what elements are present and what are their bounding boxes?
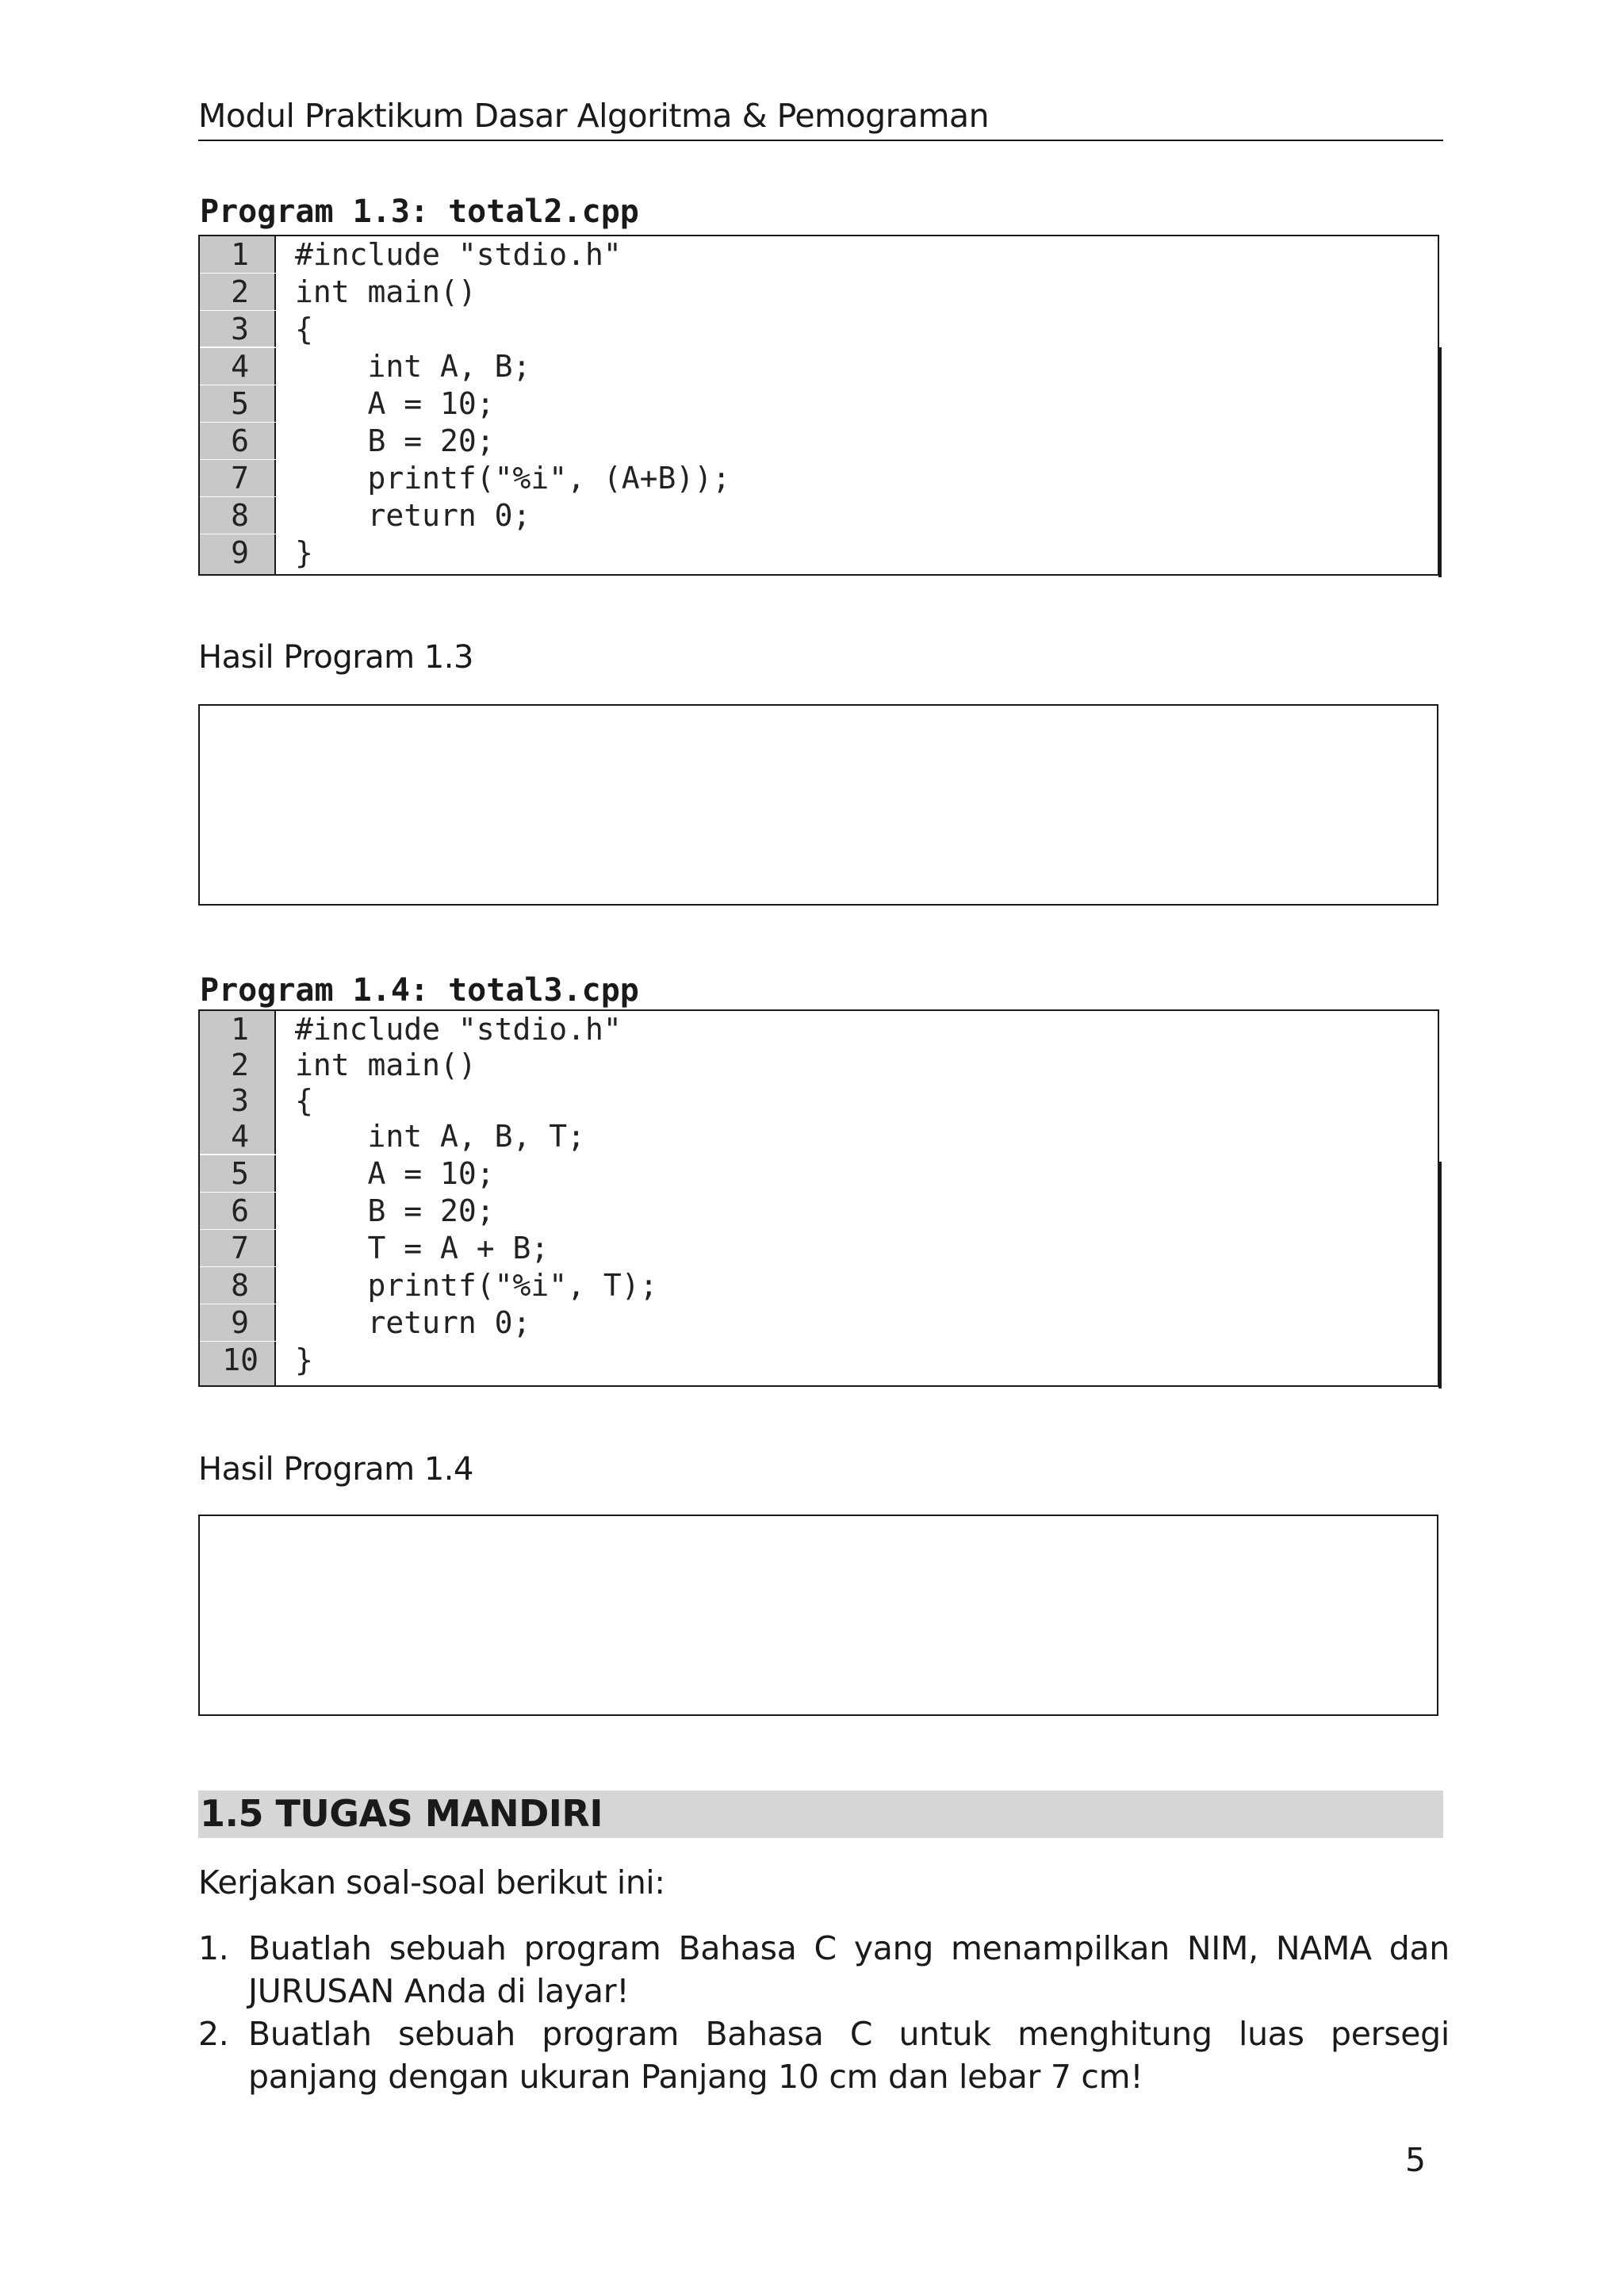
line-code: #include "stdio.h" [295, 237, 622, 272]
line-code: return 0; [295, 498, 531, 533]
line-code: int A, B, T; [295, 1119, 586, 1154]
code-line [200, 311, 1438, 347]
program-title: Program 1.3: total2.cpp [200, 193, 639, 230]
line-code: { [295, 1083, 313, 1118]
line-number: 4 [200, 1118, 276, 1155]
line-code: A = 10; [295, 386, 495, 421]
line-number: 4 [200, 348, 276, 385]
intro-text: Kerjakan soal-soal berikut ini: [198, 1863, 665, 1901]
line-number: 2 [200, 274, 276, 310]
line-code: #include "stdio.h" [295, 1012, 622, 1047]
code-line [200, 1267, 1438, 1304]
line-number: 8 [200, 497, 276, 534]
code-line [200, 1155, 1438, 1192]
line-number: 8 [200, 1267, 276, 1304]
line-code: int main() [295, 1047, 477, 1082]
line-number: 1 [200, 236, 276, 273]
header-title: Modul Praktikum Dasar Algoritma & Pemograman [198, 97, 990, 135]
list-item-text: Buatlah sebuah program Bahasa C yang menampilkan NIM, NAMA dan JURUSAN Anda di layar! [248, 1929, 1450, 2010]
code-line [200, 423, 1438, 459]
code-line [200, 497, 1438, 534]
line-number: 7 [200, 1230, 276, 1266]
page-number: 5 [1405, 2141, 1427, 2179]
line-number: 3 [200, 311, 276, 347]
result-label: Hasil Program 1.4 [198, 1451, 473, 1488]
list-item-text: Buatlah sebuah program Bahasa C untuk menghitung luas persegi panjang dengan ukuran Panjang 10 cm dan lebar 7 cm! [248, 2015, 1450, 2096]
code-line [200, 348, 1438, 385]
line-code: { [295, 312, 313, 347]
result-box [198, 1515, 1438, 1716]
line-number: 5 [200, 1155, 276, 1192]
box-shadow [1438, 1162, 1442, 1388]
code-line [200, 460, 1438, 496]
line-code: B = 20; [295, 1193, 495, 1228]
result-box [198, 704, 1438, 906]
code-listing [198, 235, 1439, 576]
line-code: printf("%i", T); [295, 1268, 658, 1303]
code-line [200, 1304, 1438, 1341]
code-line [200, 1047, 1438, 1083]
list-item-number: 2. [198, 2015, 229, 2053]
line-number: 3 [200, 1082, 276, 1119]
line-code: } [295, 1342, 313, 1377]
line-code: B = 20; [295, 423, 495, 458]
line-code: printf("%i", (A+B)); [295, 461, 731, 496]
section-heading [198, 1790, 1443, 1838]
line-number: 9 [200, 1304, 276, 1341]
list-item [198, 1927, 1451, 2014]
code-line [200, 1193, 1438, 1229]
code-line [200, 1342, 1438, 1385]
code-line [200, 236, 1438, 273]
line-code: } [295, 535, 313, 570]
list-item [198, 2013, 1451, 2100]
line-number: 5 [200, 385, 276, 422]
line-number: 7 [200, 460, 276, 496]
line-number: 6 [200, 423, 276, 459]
code-line [200, 1118, 1438, 1155]
line-code: int main() [295, 274, 477, 309]
page-header [198, 94, 1443, 141]
line-number: 6 [200, 1193, 276, 1229]
line-code: T = A + B; [295, 1231, 550, 1266]
line-number: 1 [200, 1011, 276, 1047]
line-number: 10 [200, 1342, 276, 1385]
line-code: int A, B; [295, 349, 531, 384]
program-title: Program 1.4: total3.cpp [200, 972, 639, 1009]
box-shadow [1438, 347, 1442, 577]
section-title: 1.5 TUGAS MANDIRI [200, 1792, 603, 1835]
line-code: return 0; [295, 1305, 531, 1340]
line-number: 9 [200, 534, 276, 574]
line-code: A = 10; [295, 1156, 495, 1191]
line-number: 2 [200, 1047, 276, 1083]
code-line [200, 1230, 1438, 1266]
code-line [200, 385, 1438, 422]
code-line [200, 534, 1438, 574]
code-line [200, 274, 1438, 310]
code-line [200, 1082, 1438, 1119]
result-label: Hasil Program 1.3 [198, 639, 473, 676]
code-line [200, 1011, 1438, 1047]
list-item-number: 1. [198, 1929, 229, 1967]
code-listing [198, 1009, 1439, 1387]
